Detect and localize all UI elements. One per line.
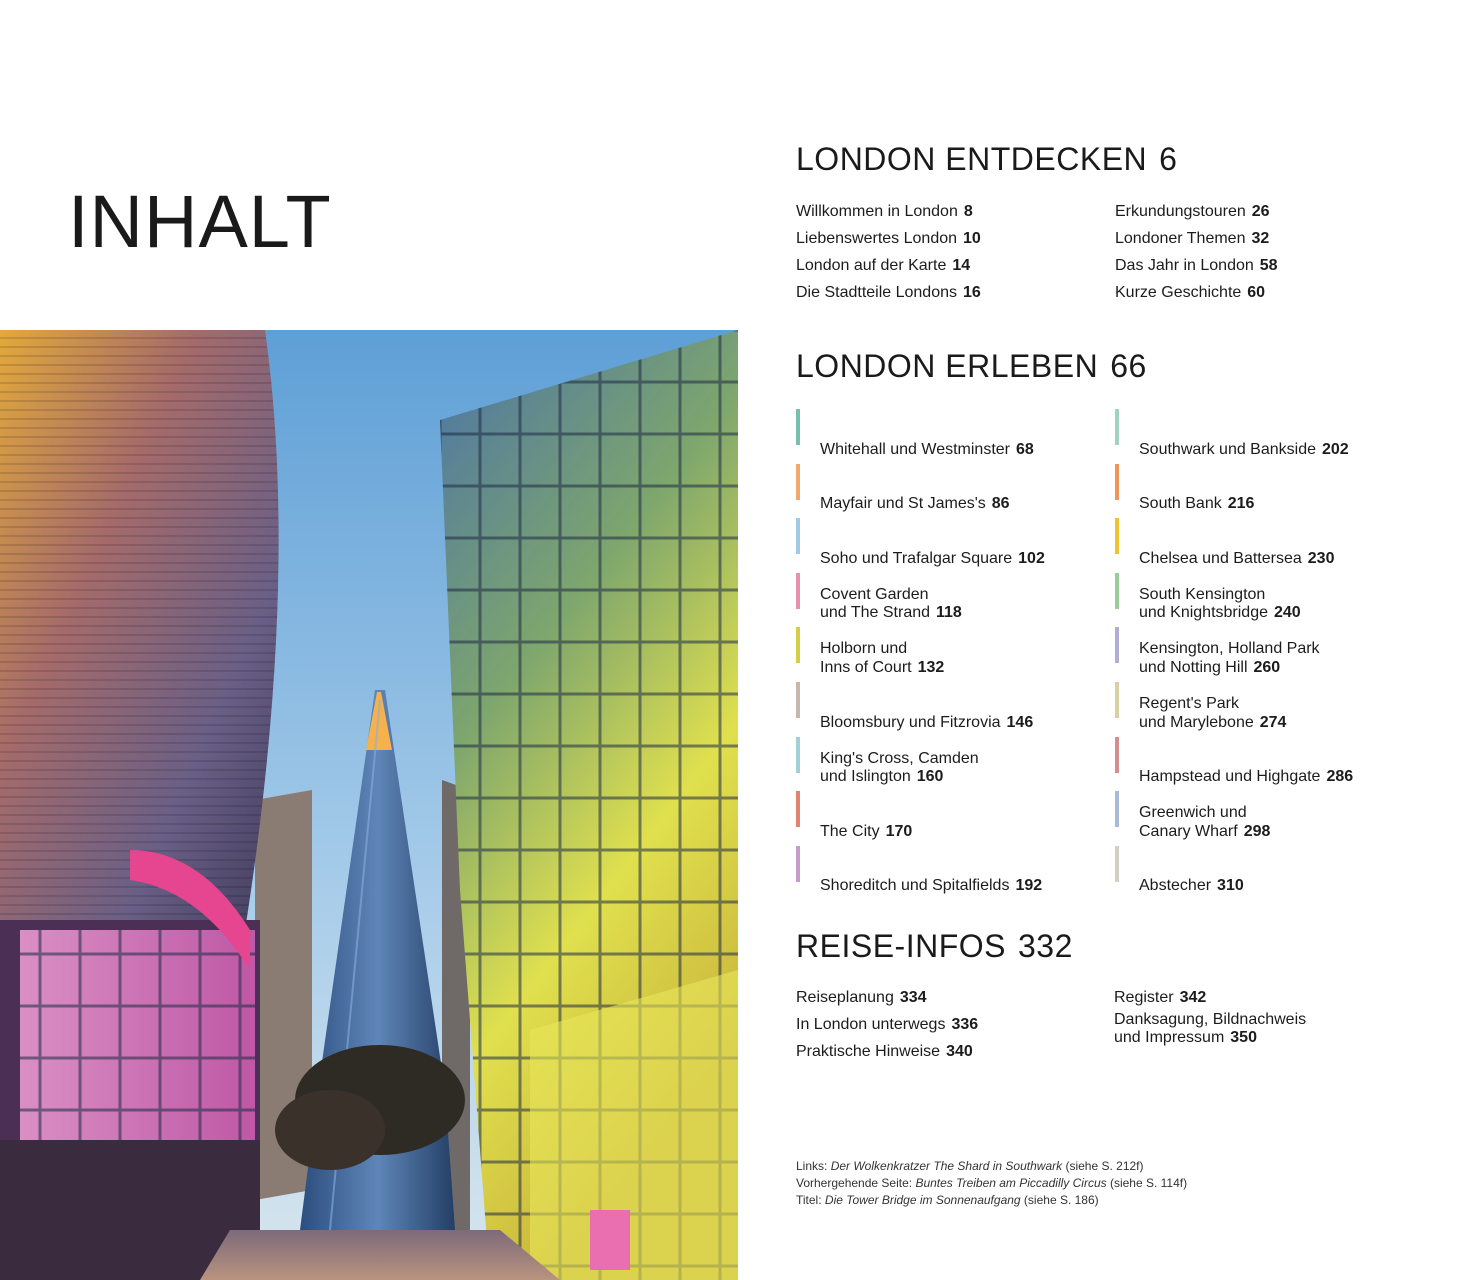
toc-entry-page: 60 [1247, 284, 1266, 301]
region-entry[interactable] [1115, 737, 1439, 786]
region-entry[interactable] [796, 464, 1120, 513]
page-title: INHALT [68, 179, 332, 263]
toc-entry[interactable] [796, 252, 1116, 279]
toc-entry-label: Danksagung, Bildnachweis [1114, 1011, 1307, 1028]
region-entry[interactable] [1115, 518, 1439, 567]
toc-entry[interactable] [1114, 1029, 1434, 1047]
region-name-line1: Greenwich und [1139, 804, 1247, 822]
region-label [820, 586, 1110, 623]
region-entry[interactable] [796, 791, 1120, 840]
region-page: 118 [936, 604, 962, 622]
toc-entry[interactable] [796, 198, 1116, 225]
section-page-number: 332 [1017, 928, 1073, 964]
region-page: 192 [1015, 877, 1043, 895]
region-page: 170 [885, 822, 913, 840]
region-entry[interactable] [1115, 409, 1439, 458]
region-page: 102 [1018, 549, 1045, 567]
region-name: The City [820, 822, 880, 840]
toc-entry-label: Das Jahr in London [1115, 257, 1254, 274]
toc-entry[interactable] [1115, 225, 1435, 252]
toc-entry-page: 340 [946, 1043, 973, 1060]
region-label [820, 877, 1110, 896]
section-page-number: 6 [1159, 141, 1178, 177]
section-reise-infos [796, 927, 1436, 1060]
region-page: 230 [1307, 549, 1335, 567]
region-page: 202 [1322, 440, 1349, 458]
region-entry[interactable] [796, 518, 1120, 567]
caption-line [796, 1175, 1436, 1192]
toc-entry-page: 336 [951, 1016, 979, 1033]
region-name-line1: King's Cross, Camden [820, 749, 979, 767]
region-page: 68 [1016, 440, 1034, 458]
region-page: 160 [916, 768, 944, 786]
region-page: 132 [917, 658, 945, 676]
region-entry[interactable] [1115, 791, 1439, 840]
toc-entry-page: 10 [963, 230, 981, 247]
region-name: South Bank [1139, 495, 1222, 513]
region-page: 240 [1273, 604, 1301, 622]
region-label [1139, 550, 1429, 569]
region-label [1139, 804, 1429, 841]
section-heading [796, 927, 1436, 965]
region-name-line2: und The Strand [820, 604, 931, 622]
section-london-erleben [796, 347, 1436, 907]
region-name-line2: und Notting Hill [1139, 658, 1248, 676]
toc-entry-label: Kurze Geschichte [1115, 284, 1242, 301]
region-name-line1: Regent's Park [1139, 695, 1239, 712]
toc-entry-label: Erkundungstouren [1115, 203, 1246, 220]
toc-list-left [796, 198, 1116, 306]
region-name-line1: South Kensington [1139, 585, 1266, 603]
region-label [820, 495, 1110, 514]
toc-entry-label: In London unterwegs [796, 1016, 946, 1033]
caption-line [796, 1192, 1436, 1209]
toc-entry[interactable] [1115, 252, 1435, 279]
region-entry[interactable] [1115, 627, 1439, 676]
region-entry[interactable] [796, 682, 1120, 731]
toc-entry[interactable] [1115, 198, 1435, 225]
region-page: 274 [1259, 713, 1287, 731]
region-name: Whitehall und Westminster [820, 440, 1010, 458]
region-entry[interactable] [796, 573, 1120, 622]
toc-entry[interactable] [796, 225, 1116, 252]
region-name: Hampstead und Highgate [1139, 768, 1321, 786]
region-label [1139, 768, 1429, 787]
region-label [820, 550, 1110, 569]
toc-entry[interactable] [1114, 1011, 1434, 1029]
caption-prefix: Vorhergehende Seite: [796, 1176, 916, 1190]
region-label [1139, 877, 1429, 896]
region-label [1139, 695, 1429, 732]
caption-prefix: Links: [796, 1159, 831, 1173]
cover-photo-shard [0, 330, 738, 1280]
toc-entry-label: London auf der Karte [796, 257, 947, 274]
caption-text: Die Tower Bridge im Sonnenaufgang [824, 1193, 1021, 1207]
region-label [820, 750, 1110, 787]
toc-entry[interactable] [796, 1038, 1116, 1065]
section-heading [796, 347, 1436, 385]
toc-entry[interactable] [796, 279, 1116, 306]
region-entry[interactable] [796, 409, 1120, 458]
toc-entry-page: 14 [952, 257, 971, 274]
toc-entry-page: 350 [1230, 1029, 1257, 1046]
region-label [820, 823, 1110, 842]
region-name-line1: Kensington, Holland Park [1139, 640, 1320, 658]
caption-text: Der Wolkenkratzer The Shard in Southwark [830, 1159, 1063, 1173]
toc-entry-page: 26 [1251, 203, 1270, 220]
region-name: Soho und Trafalgar Square [820, 549, 1013, 567]
region-page: 146 [1006, 713, 1034, 731]
caption-text: Buntes Treiben am Piccadilly Circus [915, 1176, 1107, 1190]
toc-entry-label: und Impressum [1114, 1029, 1225, 1046]
toc-entry[interactable] [796, 984, 1116, 1011]
section-heading-text: LONDON ERLEBEN [796, 348, 1099, 384]
region-name-line1: Holborn und [820, 640, 908, 658]
toc-entry-page: 32 [1251, 230, 1270, 247]
region-name: Abstecher [1139, 877, 1212, 895]
toc-entry-label: Praktische Hinweise [796, 1043, 941, 1060]
toc-entry-page: 342 [1179, 989, 1207, 1006]
region-name-line2: Canary Wharf [1139, 822, 1238, 840]
toc-list-right [1114, 984, 1434, 1047]
toc-entry-label: Register [1114, 989, 1174, 1006]
section-heading [796, 140, 1436, 178]
region-entry[interactable] [1115, 464, 1439, 513]
toc-entry-page: 58 [1259, 257, 1278, 274]
region-entry[interactable] [796, 737, 1120, 786]
region-entry[interactable] [796, 846, 1120, 895]
toc-entry-page: 8 [963, 203, 973, 220]
toc-entry-label: Die Stadtteile Londons [796, 284, 957, 301]
region-page: 216 [1227, 495, 1255, 513]
region-label [1139, 586, 1429, 623]
region-name-line2: und Marylebone [1139, 713, 1254, 731]
section-london-entdecken [796, 140, 1436, 301]
caption-suffix: (siehe S. 114f) [1106, 1176, 1188, 1190]
region-entry[interactable] [1115, 682, 1439, 731]
region-label [1139, 640, 1429, 677]
region-name: Southwark und Bankside [1139, 440, 1316, 458]
region-name-line1: Covent Garden [820, 585, 929, 603]
toc-entry-page: 16 [963, 284, 981, 301]
region-label [820, 441, 1110, 460]
toc-entry[interactable] [796, 1011, 1116, 1038]
region-label [820, 640, 1110, 677]
toc-entry-page: 334 [899, 989, 927, 1006]
section-heading-text: REISE-INFOS [796, 928, 1006, 964]
region-entry[interactable] [1115, 846, 1439, 895]
toc-list-right [1115, 198, 1435, 306]
region-label [1139, 495, 1429, 514]
toc-entry-label: Liebenswertes London [796, 230, 958, 247]
region-page: 298 [1243, 822, 1271, 840]
region-entry[interactable] [796, 627, 1120, 676]
region-entry[interactable] [1115, 573, 1439, 622]
toc-entry-label: Willkommen in London [796, 203, 958, 220]
caption-prefix: Titel: [796, 1193, 825, 1207]
caption-line [796, 1158, 1436, 1175]
section-heading-text: LONDON ENTDECKEN [796, 141, 1148, 177]
region-name-line2: und Islington [820, 768, 911, 786]
region-label [1139, 441, 1429, 460]
region-name: Bloomsbury und Fitzrovia [820, 713, 1001, 731]
region-name: Chelsea und Battersea [1139, 549, 1302, 567]
caption-suffix: (siehe S. 212f) [1062, 1159, 1144, 1173]
photo-captions [796, 1158, 1436, 1209]
section-page-number: 66 [1110, 348, 1147, 384]
region-page: 260 [1253, 658, 1281, 676]
region-label [820, 714, 1110, 733]
region-name: Mayfair und St James's [820, 495, 986, 513]
toc-entry[interactable] [1114, 984, 1434, 1011]
region-page: 286 [1326, 768, 1354, 786]
region-name: Shoreditch und Spitalfields [820, 877, 1010, 895]
caption-suffix: (siehe S. 186) [1020, 1193, 1099, 1207]
toc-entry-label: Reiseplanung [796, 989, 894, 1006]
toc-entry-label: Londoner Themen [1115, 230, 1246, 247]
region-page: 310 [1217, 877, 1244, 895]
toc-list-left [796, 984, 1116, 1065]
region-name-line2: Inns of Court [820, 658, 912, 676]
region-page: 86 [991, 495, 1010, 513]
toc-entry[interactable] [1115, 279, 1435, 306]
region-name-line2: und Knightsbridge [1139, 604, 1268, 622]
